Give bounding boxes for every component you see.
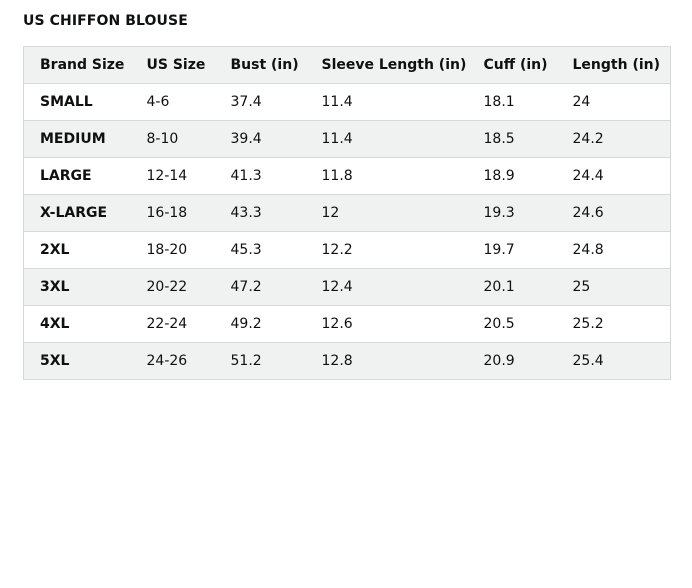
cell-sleeve-length: 11.4 [306,84,468,121]
cell-bust: 51.2 [215,343,306,380]
cell-cuff: 20.1 [468,269,557,306]
cell-length: 25.4 [557,343,671,380]
table-row [24,121,671,158]
cell-bust: 49.2 [215,306,306,343]
header-cuff: Cuff (in) [468,47,557,84]
header-length: Length (in) [557,47,671,84]
cell-us-size: 24-26 [131,343,215,380]
cell-length: 24.4 [557,158,671,195]
cell-us-size: 20-22 [131,269,215,306]
page-title: US CHIFFON BLOUSE [23,13,188,29]
table-row [24,232,671,269]
cell-sleeve-length: 11.8 [306,158,468,195]
header-row [24,47,671,84]
cell-us-size: 12-14 [131,158,215,195]
cell-us-size: 4-6 [131,84,215,121]
cell-sleeve-length: 12.2 [306,232,468,269]
cell-brand-size: 2XL [24,232,131,269]
cell-length: 24.8 [557,232,671,269]
cell-us-size: 16-18 [131,195,215,232]
cell-cuff: 18.1 [468,84,557,121]
cell-length: 25.2 [557,306,671,343]
cell-cuff: 20.5 [468,306,557,343]
table-row [24,269,671,306]
cell-length: 24.2 [557,121,671,158]
cell-cuff: 18.5 [468,121,557,158]
header-bust: Bust (in) [215,47,306,84]
cell-sleeve-length: 12 [306,195,468,232]
cell-brand-size: SMALL [24,84,131,121]
cell-length: 25 [557,269,671,306]
cell-bust: 39.4 [215,121,306,158]
cell-cuff: 18.9 [468,158,557,195]
table-row [24,158,671,195]
cell-bust: 45.3 [215,232,306,269]
cell-brand-size: X-LARGE [24,195,131,232]
cell-length: 24.6 [557,195,671,232]
cell-bust: 37.4 [215,84,306,121]
table-row [24,84,671,121]
cell-bust: 47.2 [215,269,306,306]
cell-length: 24 [557,84,671,121]
cell-bust: 41.3 [215,158,306,195]
cell-sleeve-length: 12.4 [306,269,468,306]
table-row [24,306,671,343]
table-row [24,195,671,232]
cell-brand-size: 5XL [24,343,131,380]
header-us-size: US Size [131,47,215,84]
cell-sleeve-length: 11.4 [306,121,468,158]
cell-us-size: 18-20 [131,232,215,269]
cell-us-size: 8-10 [131,121,215,158]
header-brand-size: Brand Size [24,47,131,84]
cell-us-size: 22-24 [131,306,215,343]
cell-brand-size: 4XL [24,306,131,343]
cell-brand-size: MEDIUM [24,121,131,158]
cell-bust: 43.3 [215,195,306,232]
size-chart-table [23,46,671,380]
cell-cuff: 20.9 [468,343,557,380]
header-sleeve-length: Sleeve Length (in) [306,47,468,84]
cell-sleeve-length: 12.6 [306,306,468,343]
cell-cuff: 19.7 [468,232,557,269]
table-row [24,343,671,380]
cell-cuff: 19.3 [468,195,557,232]
cell-sleeve-length: 12.8 [306,343,468,380]
cell-brand-size: 3XL [24,269,131,306]
cell-brand-size: LARGE [24,158,131,195]
